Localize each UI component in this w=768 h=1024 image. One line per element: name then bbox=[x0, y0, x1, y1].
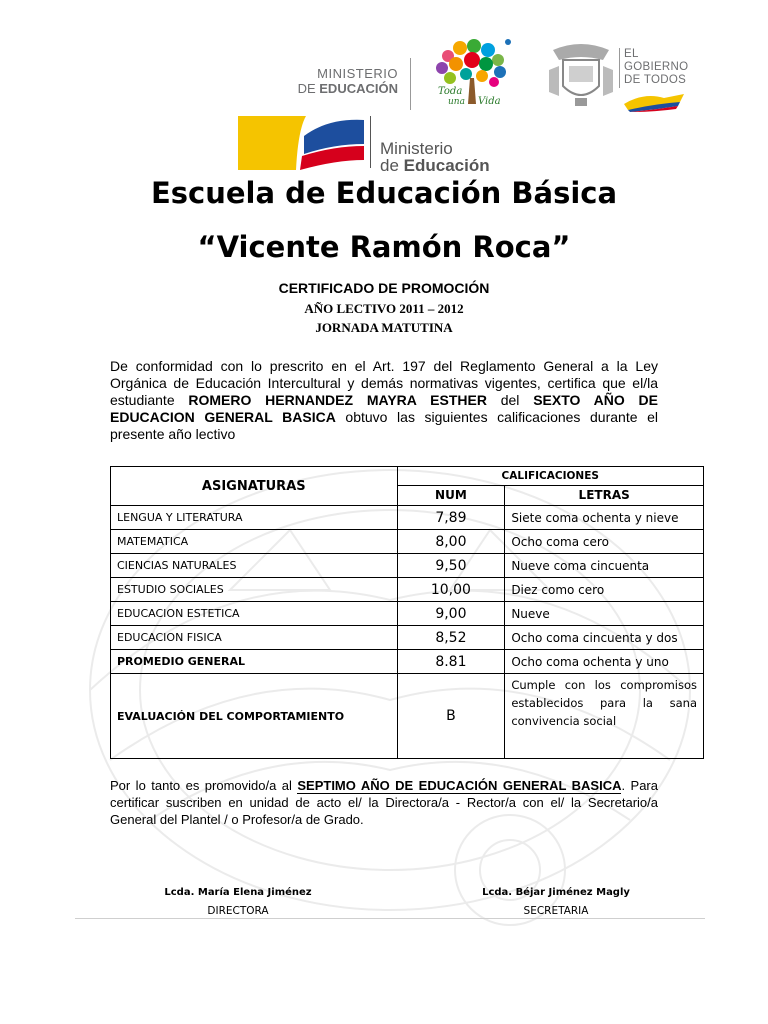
table-row: MATEMATICA 8,00 Ocho coma cero bbox=[111, 530, 704, 554]
header-num: NUM bbox=[397, 485, 505, 505]
school-name-line2: “Vicente Ramón Roca” bbox=[197, 230, 571, 264]
table-row: CIENCIAS NATURALES 9,50 Nueve coma cincuenta bbox=[111, 554, 704, 578]
table-row: EDUCACION FISICA 8,52 Ocho coma cincuenta y dos bbox=[111, 626, 704, 650]
header-letters: LETRAS bbox=[505, 485, 704, 505]
ministerio-logo-text bbox=[282, 66, 398, 96]
header-subjects: ASIGNATURAS bbox=[111, 467, 398, 506]
table-row: EDUCACION ESTETICA 9,00 Nueve bbox=[111, 602, 704, 626]
ministerio-flag-logo bbox=[238, 114, 364, 170]
school-name-line1: Escuela de Educación Básica bbox=[150, 176, 618, 210]
director-name: Lcda. María Elena Jiménez bbox=[164, 887, 312, 898]
svg-text:Toda: Toda bbox=[438, 86, 463, 97]
ministerio-line2: DE EDUCACIÓN bbox=[297, 81, 398, 96]
ministerio-line1: MINISTERIO bbox=[317, 66, 398, 81]
toda-una-vida-logo bbox=[428, 38, 518, 110]
table-row: ESTUDIO SOCIALES 10,00 Diez como cero bbox=[111, 578, 704, 602]
average-row: PROMEDIO GENERAL 8.81 Ocho coma ochenta y uno bbox=[111, 650, 704, 674]
svg-text:una: una bbox=[448, 97, 465, 107]
svg-text:Vida: Vida bbox=[478, 96, 501, 107]
coat-of-arms-icon bbox=[545, 40, 617, 112]
certificate-title: CERTIFICADO DE PROMOCIÓN bbox=[278, 280, 490, 296]
secretary-name: Lcda. Béjar Jiménez Magly bbox=[482, 887, 630, 898]
director-role: DIRECTORA bbox=[207, 905, 269, 917]
promotion-paragraph: Por lo tanto es promovido/a al SEPTIMO AÑO DE EDUCACIÓN GENERAL BASICA. Para certificar suscriben en unidad de acto el/ la Directora/a - Rector/a con el/ la Secretario/a General del Plantel / o Profesor/a de Grado. bbox=[110, 778, 658, 827]
flag-ribbon-icon bbox=[624, 92, 684, 112]
school-shift: JORNADA MATUTINA bbox=[315, 320, 453, 335]
school-year: AÑO LECTIVO 2011 – 2012 bbox=[304, 301, 464, 316]
table-row: LENGUA Y LITERATURA 7,89 Siete coma ochenta y nieve bbox=[111, 506, 704, 530]
behavior-row: EVALUACIÓN DEL COMPORTAMIENTO B Cumple con los compromisos establecidos para la sana convivencia social bbox=[111, 674, 704, 759]
grades-table bbox=[110, 466, 704, 759]
signature-line bbox=[75, 918, 705, 919]
next-grade: SEPTIMO AÑO DE EDUCACIÓN GENERAL BASICA bbox=[297, 778, 622, 793]
intro-paragraph: De conformidad con lo prescrito en el Art. 197 del Reglamento General a la Ley Orgánica de Educación Intercultural y demás normativas vigentes, certifica que el/la estudiante ROMERO HERNANDEZ MAYRA ESTHER del SEXTO AÑO DE EDUCACION GENERAL BASICA obtuvo las siguientes calificaciones durante el presente año lectivo bbox=[110, 358, 658, 442]
ministerio-educacion-logo-text: Ministerio de Educación bbox=[380, 139, 490, 175]
secretary-role: SECRETARIA bbox=[523, 905, 589, 917]
student-grade: SEXTO AÑO DE EDUCACION GENERAL BASICA bbox=[110, 392, 658, 425]
student-name: ROMERO HERNANDEZ MAYRA ESTHER bbox=[188, 392, 487, 408]
divider bbox=[370, 116, 371, 168]
divider bbox=[410, 58, 411, 110]
divider bbox=[619, 48, 620, 88]
gobierno-logo-text: EL GOBIERNO DE TODOS bbox=[624, 48, 689, 86]
header-grades: CALIFICACIONES bbox=[397, 467, 703, 486]
